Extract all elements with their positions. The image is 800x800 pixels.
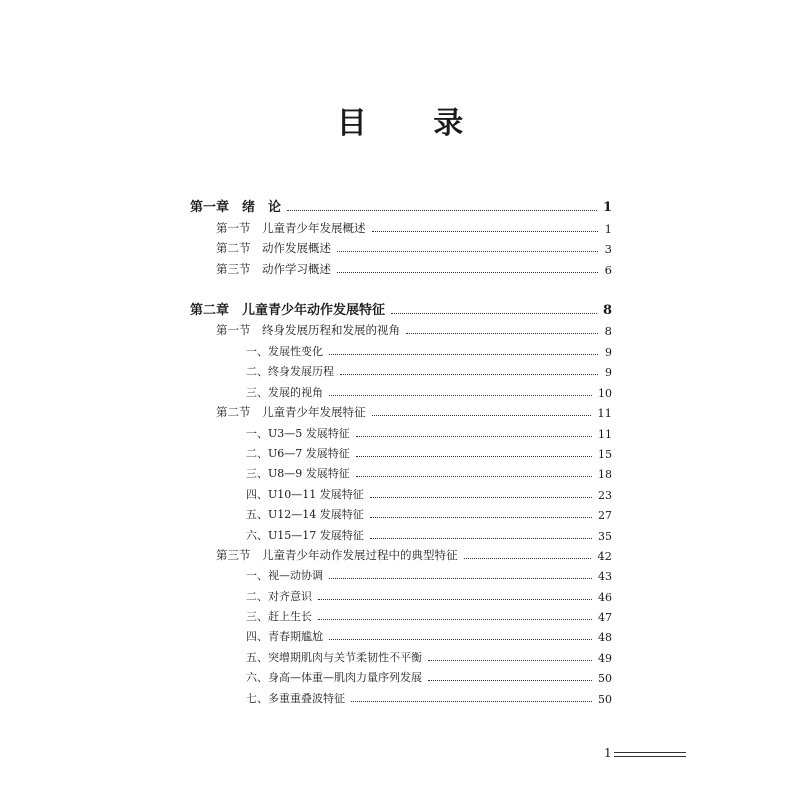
leader-dots: [428, 660, 592, 661]
toc-label: 第二节 儿童青少年发展特征: [216, 405, 366, 419]
toc-page: 43: [598, 570, 612, 583]
toc-chapter-2[interactable]: [190, 300, 612, 318]
page-title: 目 录: [336, 106, 492, 141]
toc-chapter-1[interactable]: [190, 197, 612, 215]
footer-rule: [614, 752, 686, 757]
toc-label: 五、突增期肌肉与关节柔韧性不平衡: [246, 651, 422, 664]
toc-page: 50: [598, 672, 612, 685]
toc-item[interactable]: [246, 626, 612, 644]
toc-label: 第三节 动作学习概述: [216, 262, 331, 276]
toc-label: 一、视—动协调: [246, 569, 323, 582]
leader-dots: [318, 619, 592, 620]
leader-dots: [370, 517, 592, 518]
toc-label: 六、U15—17 发展特征: [246, 529, 364, 542]
leader-dots: [340, 374, 598, 375]
leader-dots: [406, 333, 598, 334]
toc-label: 四、U10—11 发展特征: [246, 488, 364, 501]
toc-section[interactable]: [216, 218, 612, 236]
leader-dots: [329, 639, 592, 640]
toc-page: 49: [598, 652, 612, 665]
leader-dots: [370, 497, 592, 498]
leader-dots: [329, 578, 592, 579]
leader-dots: [329, 354, 598, 355]
leader-dots: [337, 272, 598, 273]
toc-page: 42: [597, 549, 612, 563]
toc-page: 50: [598, 693, 612, 706]
toc-item[interactable]: [246, 341, 612, 359]
toc-section[interactable]: [216, 402, 612, 420]
toc-page: 6: [604, 263, 612, 277]
toc-item[interactable]: [246, 688, 612, 706]
toc-page: 47: [598, 611, 612, 624]
toc-page: 23: [598, 489, 612, 502]
leader-dots: [370, 538, 592, 539]
leader-dots: [356, 436, 592, 437]
leader-dots: [329, 395, 592, 396]
toc-label: 六、身高—体重—肌肉力量序列发展: [246, 671, 422, 684]
toc-label: 三、赶上生长: [246, 610, 312, 623]
toc-section[interactable]: [216, 545, 612, 563]
toc-page: 10: [598, 387, 612, 400]
toc-page: 18: [598, 468, 612, 481]
toc-item[interactable]: [246, 647, 612, 665]
leader-dots: [356, 456, 592, 457]
toc-page: 48: [598, 631, 612, 644]
toc-page: 35: [598, 530, 612, 543]
toc-item[interactable]: [246, 504, 612, 522]
toc-label: 第一节 终身发展历程和发展的视角: [216, 323, 400, 337]
toc-label: 四、青春期尴尬: [246, 630, 323, 643]
toc-label: 三、U8—9 发展特征: [246, 467, 350, 480]
toc-page: 11: [597, 406, 612, 420]
toc-item[interactable]: [246, 606, 612, 624]
toc-item[interactable]: [246, 382, 612, 400]
toc-page: 3: [604, 242, 612, 256]
toc-label: 第二章 儿童青少年动作发展特征: [190, 303, 386, 318]
toc-label: 二、终身发展历程: [246, 365, 334, 378]
toc-section[interactable]: [216, 238, 612, 256]
toc-item[interactable]: [246, 484, 612, 502]
toc-label: 第二节 动作发展概述: [216, 241, 331, 255]
toc-page: 11: [598, 428, 612, 441]
toc-section[interactable]: [216, 259, 612, 277]
toc-page: 15: [598, 448, 612, 461]
toc-page: 27: [598, 509, 612, 522]
leader-dots: [372, 231, 599, 232]
toc-item[interactable]: [246, 586, 612, 604]
toc-label: 三、发展的视角: [246, 386, 323, 399]
toc-label: 七、多重重叠波特征: [246, 692, 345, 705]
toc-item[interactable]: [246, 361, 612, 379]
toc-page: 1: [604, 222, 612, 236]
leader-dots: [428, 680, 592, 681]
toc-page: 9: [605, 366, 612, 379]
leader-dots: [391, 313, 597, 314]
toc-item[interactable]: [246, 667, 612, 685]
toc-item[interactable]: [246, 423, 612, 441]
leader-dots: [372, 415, 592, 416]
leader-dots: [356, 476, 592, 477]
leader-dots: [351, 701, 592, 702]
toc-label: 五、U12—14 发展特征: [246, 508, 364, 521]
toc-item[interactable]: [246, 565, 612, 583]
leader-dots: [318, 599, 592, 600]
toc-page: 8: [604, 324, 612, 338]
toc-item[interactable]: [246, 463, 612, 481]
toc-label: 第一章 绪 论: [190, 200, 282, 215]
leader-dots: [287, 210, 597, 211]
toc-page: 8: [602, 303, 612, 318]
toc-item[interactable]: [246, 443, 612, 461]
toc-section[interactable]: [216, 320, 612, 338]
toc-label: 第一节 儿童青少年发展概述: [216, 221, 366, 235]
toc-item[interactable]: [246, 525, 612, 543]
footer-page-number: 1: [604, 746, 612, 760]
toc-label: 第三节 儿童青少年动作发展过程中的典型特征: [216, 548, 458, 562]
toc-page: 9: [605, 346, 612, 359]
toc-label: 一、发展性变化: [246, 345, 323, 358]
toc-label: 二、对齐意识: [246, 590, 312, 603]
leader-dots: [464, 558, 592, 559]
leader-dots: [337, 251, 598, 252]
toc-page: 1: [602, 200, 612, 215]
toc-page: 46: [598, 591, 612, 604]
toc-label: 一、U3—5 发展特征: [246, 427, 350, 440]
toc-label: 二、U6—7 发展特征: [246, 447, 350, 460]
